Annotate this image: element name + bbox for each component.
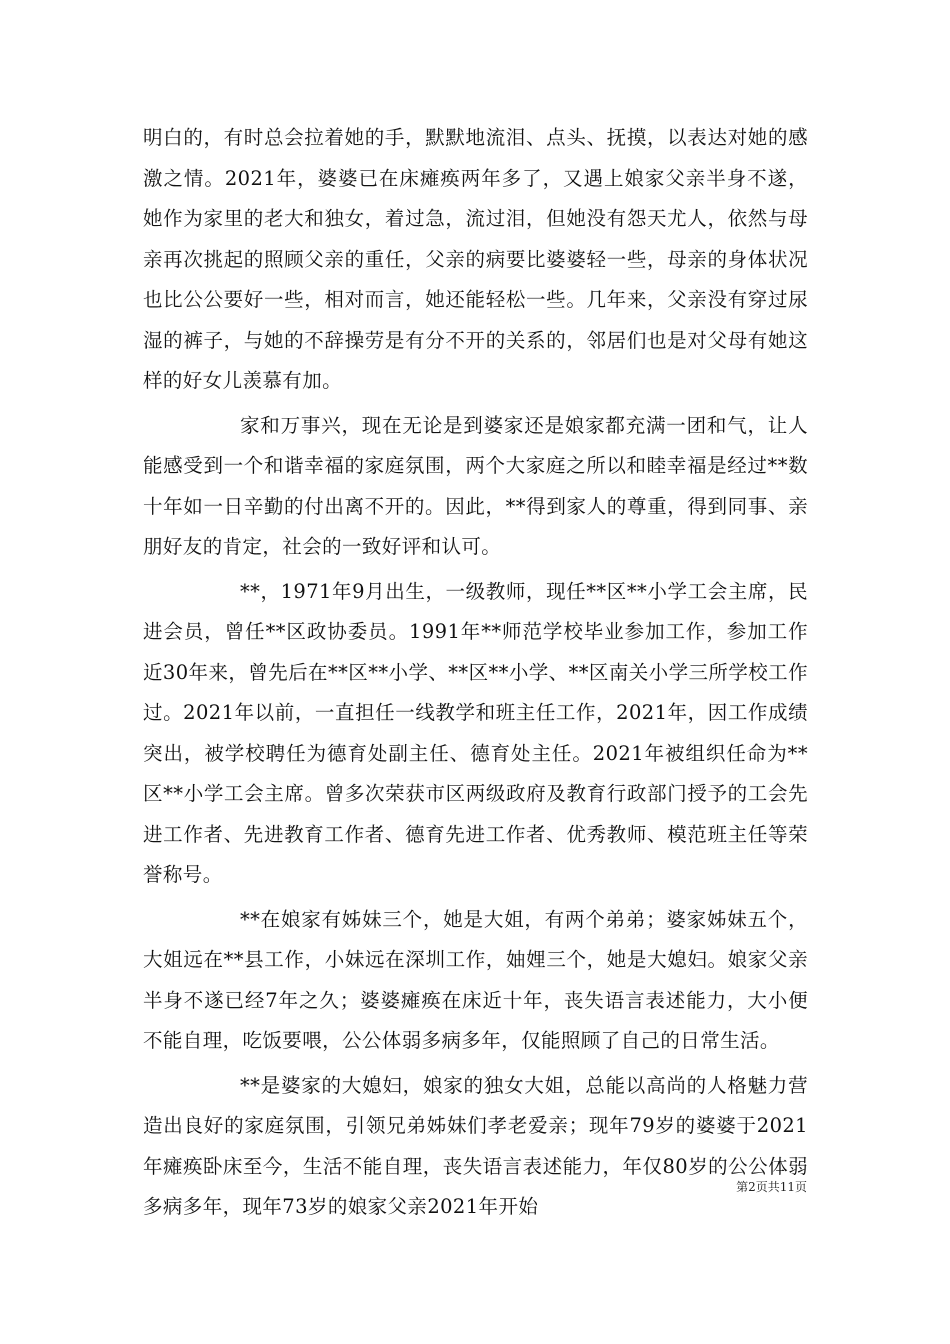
paragraph-3: **，1971年9月出生，一级教师，现任**区**小学工会主席，民进会员，曾任**区政协委员。1991年**师范学校毕业参加工作，参加工作近30年来，曾先后在**区**小学、**区**小学、**区南关小学三所学校工作过。2021年以前，一直担任一线教学和班主任工作，2021年，因工作成绩突出，被学校聘任为德育处副主任、德育处主任。2021年被组织任命为**区**小学工会主席。曾多次荣获市区两级政府及教育行政部门授予的工会先进工作者、先进教育工作者、德育先进工作者、优秀教师、模范班主任等荣誉称号。 [143,579,808,886]
page-number-footer: 第2页共11页 [736,1180,807,1194]
paragraph-4: **在娘家有姊妹三个，她是大姐，有两个弟弟；婆家姊妹五个，大姐远在**县工作，小妹远在深圳工作，妯娌三个，她是大媳妇。娘家父亲半身不遂已经7年之久；婆婆瘫痪在床近十年，丧失语言表述能力，大小便不能自理，吃饭要喂，公公体弱多病多年，仅能照顾了自己的日常生活。 [143,907,808,1052]
document-body [143,118,808,1228]
paragraph-5: **是婆家的大媳妇，娘家的独女大姐，总能以高尚的人格魅力营造出良好的家庭氛围，引领兄弟姊妹们孝老爱亲；现年79岁的婆婆于2021年瘫痪卧床至今，生活不能自理，丧失语言表述能力，年仅80岁的公公体弱多病多年，现年73岁的娘家父亲2021年开始 [143,1073,808,1218]
paragraph-2: 家和万事兴，现在无论是到婆家还是娘家都充满一团和气，让人能感受到一个和谐幸福的家庭氛围，两个大家庭之所以和睦幸福是经过**数十年如一日辛勤的付出离不开的。因此，**得到家人的尊重，得到同事、亲朋好友的肯定，社会的一致好评和认可。 [143,413,808,558]
paragraph-1: 明白的，有时总会拉着她的手，默默地流泪、点头、抚摸，以表达对她的感激之情。2021年，婆婆已在床瘫痪两年多了，又遇上娘家父亲半身不遂，她作为家里的老大和独女，着过急，流过泪，但她没有怨天尤人，依然与母亲再次挑起的照顾父亲的重任，父亲的病要比婆婆轻一些，母亲的身体状况也比公公要好一些，相对而言，她还能轻松一些。几年来，父亲没有穿过尿湿的裤子，与她的不辞操劳是有分不开的关系的，邻居们也是对父母有她这样的好女儿羡慕有加。 [143,126,808,392]
